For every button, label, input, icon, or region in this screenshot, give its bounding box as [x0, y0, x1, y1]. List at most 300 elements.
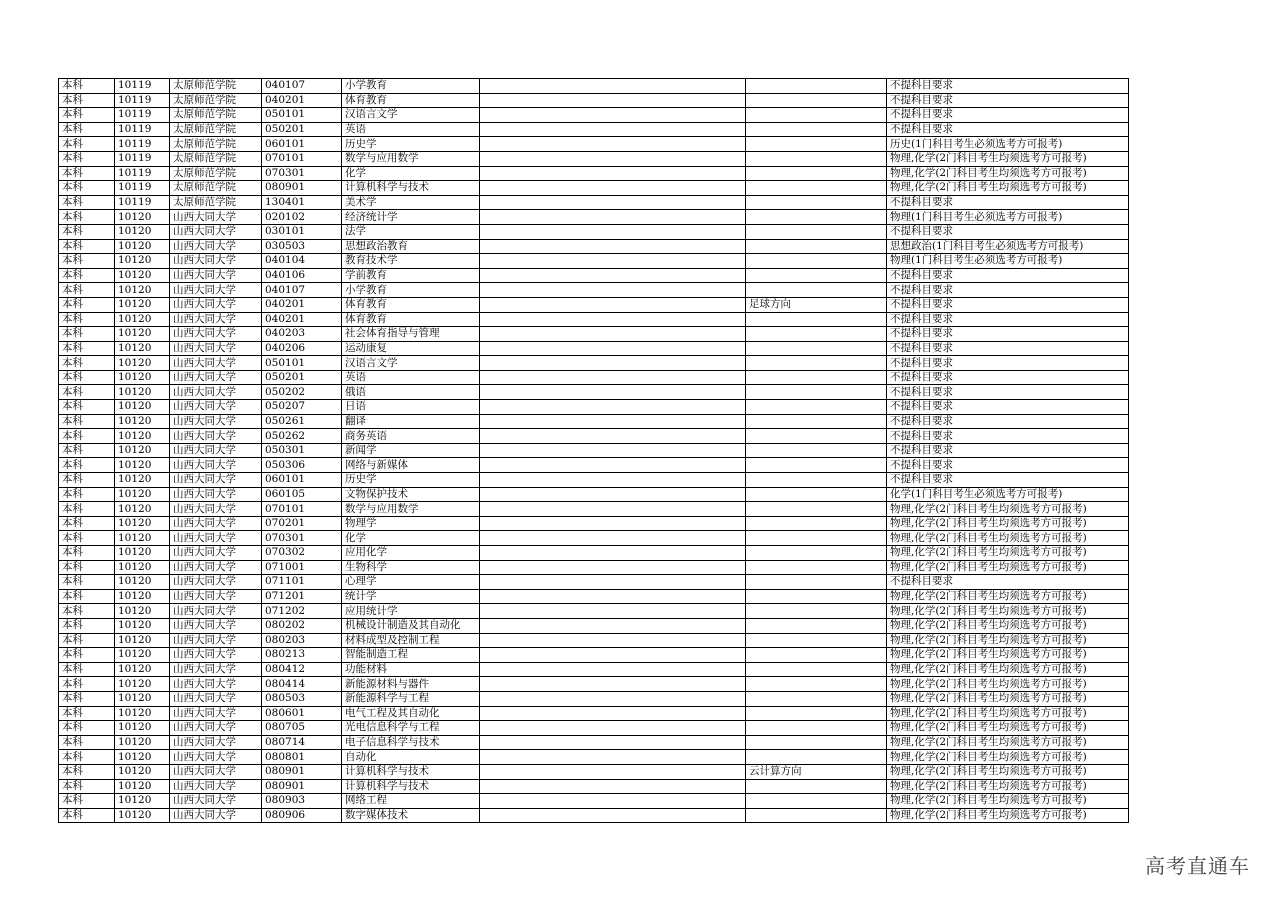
requirement-cell: 物理,化学(2门科目考生均须选考方可报考)	[887, 648, 1129, 663]
direction-cell	[746, 589, 887, 604]
requirement-cell: 不提科目要求	[887, 400, 1129, 415]
remark-cell	[480, 764, 746, 779]
direction-cell	[746, 706, 887, 721]
direction-cell	[746, 575, 887, 590]
level-cell: 本科	[59, 764, 115, 779]
remark-cell	[480, 779, 746, 794]
major-code-cell: 050207	[262, 400, 342, 415]
table-row	[59, 487, 1129, 502]
major-name-cell: 体育教育	[342, 93, 480, 108]
requirement-cell: 物理,化学(2门科目考生均须选考方可报考)	[887, 706, 1129, 721]
major-name-cell: 机械设计制造及其自动化	[342, 618, 480, 633]
table-row	[59, 79, 1129, 94]
remark-cell	[480, 166, 746, 181]
school-name-cell: 山西大同大学	[170, 604, 262, 619]
direction-cell	[746, 283, 887, 298]
direction-cell	[746, 210, 887, 225]
direction-cell	[746, 239, 887, 254]
remark-cell	[480, 808, 746, 823]
school-name-cell: 山西大同大学	[170, 735, 262, 750]
school-name-cell: 山西大同大学	[170, 341, 262, 356]
level-cell: 本科	[59, 735, 115, 750]
level-cell: 本科	[59, 151, 115, 166]
major-code-cell: 050301	[262, 443, 342, 458]
level-cell: 本科	[59, 750, 115, 765]
requirement-cell: 物理,化学(2门科目考生均须选考方可报考)	[887, 502, 1129, 517]
level-cell: 本科	[59, 560, 115, 575]
level-cell: 本科	[59, 618, 115, 633]
direction-cell	[746, 166, 887, 181]
major-code-cell: 080202	[262, 618, 342, 633]
major-name-cell: 智能制造工程	[342, 648, 480, 663]
major-code-cell: 060101	[262, 473, 342, 488]
remark-cell	[480, 560, 746, 575]
school-code-cell: 10120	[115, 662, 170, 677]
level-cell: 本科	[59, 210, 115, 225]
direction-cell	[746, 808, 887, 823]
level-cell: 本科	[59, 195, 115, 210]
remark-cell	[480, 677, 746, 692]
remark-cell	[480, 93, 746, 108]
requirement-cell: 不提科目要求	[887, 370, 1129, 385]
table-row	[59, 108, 1129, 123]
remark-cell	[480, 516, 746, 531]
school-name-cell: 山西大同大学	[170, 239, 262, 254]
major-code-cell: 050202	[262, 385, 342, 400]
remark-cell	[480, 122, 746, 137]
requirement-cell: 物理,化学(2门科目考生均须选考方可报考)	[887, 166, 1129, 181]
level-cell: 本科	[59, 429, 115, 444]
school-code-cell: 10120	[115, 531, 170, 546]
requirement-cell: 物理,化学(2门科目考生均须选考方可报考)	[887, 531, 1129, 546]
table-row	[59, 808, 1129, 823]
level-cell: 本科	[59, 79, 115, 94]
major-code-cell: 050201	[262, 122, 342, 137]
school-code-cell: 10120	[115, 341, 170, 356]
table-row	[59, 137, 1129, 152]
level-cell: 本科	[59, 108, 115, 123]
remark-cell	[480, 721, 746, 736]
school-name-cell: 太原师范学院	[170, 122, 262, 137]
school-code-cell: 10120	[115, 677, 170, 692]
major-name-cell: 历史学	[342, 473, 480, 488]
school-code-cell: 10120	[115, 473, 170, 488]
major-code-cell: 040203	[262, 327, 342, 342]
requirement-cell: 思想政治(1门科目考生必须选考方可报考)	[887, 239, 1129, 254]
level-cell: 本科	[59, 224, 115, 239]
level-cell: 本科	[59, 502, 115, 517]
direction-cell	[746, 443, 887, 458]
major-code-cell: 080503	[262, 691, 342, 706]
level-cell: 本科	[59, 385, 115, 400]
school-code-cell: 10119	[115, 122, 170, 137]
school-code-cell: 10120	[115, 458, 170, 473]
level-cell: 本科	[59, 779, 115, 794]
direction-cell	[746, 560, 887, 575]
school-name-cell: 太原师范学院	[170, 108, 262, 123]
school-code-cell: 10120	[115, 575, 170, 590]
remark-cell	[480, 400, 746, 415]
remark-cell	[480, 604, 746, 619]
level-cell: 本科	[59, 370, 115, 385]
level-cell: 本科	[59, 458, 115, 473]
requirement-cell: 不提科目要求	[887, 414, 1129, 429]
major-name-cell: 历史学	[342, 137, 480, 152]
table-row	[59, 691, 1129, 706]
level-cell: 本科	[59, 808, 115, 823]
requirement-cell: 物理,化学(2门科目考生均须选考方可报考)	[887, 794, 1129, 809]
requirement-cell: 物理,化学(2门科目考生均须选考方可报考)	[887, 604, 1129, 619]
requirement-cell: 物理(1门科目考生必须选考方可报考)	[887, 210, 1129, 225]
major-code-cell: 040106	[262, 268, 342, 283]
direction-cell	[746, 268, 887, 283]
major-code-cell: 050306	[262, 458, 342, 473]
major-code-cell: 040201	[262, 93, 342, 108]
remark-cell	[480, 312, 746, 327]
major-name-cell: 法学	[342, 224, 480, 239]
level-cell: 本科	[59, 239, 115, 254]
level-cell: 本科	[59, 706, 115, 721]
direction-cell	[746, 473, 887, 488]
school-code-cell: 10120	[115, 210, 170, 225]
school-name-cell: 山西大同大学	[170, 779, 262, 794]
major-name-cell: 商务英语	[342, 429, 480, 444]
major-name-cell: 材料成型及控制工程	[342, 633, 480, 648]
requirement-cell: 物理,化学(2门科目考生均须选考方可报考)	[887, 589, 1129, 604]
table-row	[59, 370, 1129, 385]
level-cell: 本科	[59, 137, 115, 152]
table-row	[59, 618, 1129, 633]
remark-cell	[480, 356, 746, 371]
remark-cell	[480, 443, 746, 458]
remark-cell	[480, 137, 746, 152]
requirement-cell: 不提科目要求	[887, 195, 1129, 210]
major-name-cell: 物理学	[342, 516, 480, 531]
school-name-cell: 山西大同大学	[170, 473, 262, 488]
school-name-cell: 山西大同大学	[170, 210, 262, 225]
major-code-cell: 080705	[262, 721, 342, 736]
school-name-cell: 山西大同大学	[170, 662, 262, 677]
school-code-cell: 10120	[115, 648, 170, 663]
table-row	[59, 604, 1129, 619]
direction-cell	[746, 779, 887, 794]
table-row	[59, 546, 1129, 561]
requirement-cell: 物理,化学(2门科目考生均须选考方可报考)	[887, 677, 1129, 692]
school-name-cell: 太原师范学院	[170, 137, 262, 152]
major-code-cell: 080414	[262, 677, 342, 692]
remark-cell	[480, 473, 746, 488]
table-row	[59, 268, 1129, 283]
school-code-cell: 10120	[115, 224, 170, 239]
major-code-cell: 050201	[262, 370, 342, 385]
school-code-cell: 10120	[115, 297, 170, 312]
table-row	[59, 283, 1129, 298]
level-cell: 本科	[59, 691, 115, 706]
major-name-cell: 电气工程及其自动化	[342, 706, 480, 721]
major-code-cell: 080213	[262, 648, 342, 663]
school-name-cell: 山西大同大学	[170, 297, 262, 312]
major-code-cell: 080903	[262, 794, 342, 809]
school-code-cell: 10120	[115, 633, 170, 648]
direction-cell	[746, 312, 887, 327]
school-name-cell: 山西大同大学	[170, 691, 262, 706]
remark-cell	[480, 268, 746, 283]
major-code-cell: 040201	[262, 312, 342, 327]
requirement-cell: 不提科目要求	[887, 327, 1129, 342]
major-name-cell: 英语	[342, 370, 480, 385]
table-row	[59, 473, 1129, 488]
remark-cell	[480, 414, 746, 429]
remark-cell	[480, 210, 746, 225]
remark-cell	[480, 239, 746, 254]
table-row	[59, 224, 1129, 239]
major-name-cell: 俄语	[342, 385, 480, 400]
requirement-cell: 物理,化学(2门科目考生均须选考方可报考)	[887, 735, 1129, 750]
requirement-cell: 物理,化学(2门科目考生均须选考方可报考)	[887, 808, 1129, 823]
subject-requirements-table	[58, 78, 1129, 823]
school-code-cell: 10120	[115, 370, 170, 385]
school-name-cell: 山西大同大学	[170, 327, 262, 342]
remark-cell	[480, 195, 746, 210]
school-code-cell: 10119	[115, 181, 170, 196]
table-row	[59, 210, 1129, 225]
major-code-cell: 080901	[262, 181, 342, 196]
major-code-cell: 071201	[262, 589, 342, 604]
school-name-cell: 山西大同大学	[170, 254, 262, 269]
level-cell: 本科	[59, 414, 115, 429]
major-name-cell: 小学教育	[342, 283, 480, 298]
remark-cell	[480, 79, 746, 94]
school-name-cell: 山西大同大学	[170, 575, 262, 590]
school-name-cell: 山西大同大学	[170, 560, 262, 575]
direction-cell	[746, 794, 887, 809]
school-code-cell: 10119	[115, 151, 170, 166]
remark-cell	[480, 502, 746, 517]
remark-cell	[480, 458, 746, 473]
table-row	[59, 677, 1129, 692]
remark-cell	[480, 297, 746, 312]
table-row	[59, 195, 1129, 210]
school-code-cell: 10120	[115, 443, 170, 458]
major-name-cell: 新能源材料与器件	[342, 677, 480, 692]
remark-cell	[480, 224, 746, 239]
major-code-cell: 071001	[262, 560, 342, 575]
school-name-cell: 太原师范学院	[170, 166, 262, 181]
requirement-cell: 不提科目要求	[887, 443, 1129, 458]
requirement-cell: 不提科目要求	[887, 79, 1129, 94]
direction-cell	[746, 400, 887, 415]
table-row	[59, 239, 1129, 254]
school-code-cell: 10120	[115, 546, 170, 561]
remark-cell	[480, 370, 746, 385]
major-name-cell: 功能材料	[342, 662, 480, 677]
table-row	[59, 297, 1129, 312]
major-name-cell: 应用统计学	[342, 604, 480, 619]
requirement-cell: 物理,化学(2门科目考生均须选考方可报考)	[887, 618, 1129, 633]
requirement-cell: 不提科目要求	[887, 473, 1129, 488]
major-name-cell: 化学	[342, 531, 480, 546]
remark-cell	[480, 633, 746, 648]
major-name-cell: 统计学	[342, 589, 480, 604]
school-code-cell: 10119	[115, 137, 170, 152]
direction-cell	[746, 370, 887, 385]
school-name-cell: 山西大同大学	[170, 531, 262, 546]
school-code-cell: 10120	[115, 618, 170, 633]
major-name-cell: 光电信息科学与工程	[342, 721, 480, 736]
direction-cell	[746, 385, 887, 400]
requirement-cell: 历史(1门科目考生必须选考方可报考)	[887, 137, 1129, 152]
major-code-cell: 050262	[262, 429, 342, 444]
major-name-cell: 汉语言文学	[342, 356, 480, 371]
school-name-cell: 山西大同大学	[170, 283, 262, 298]
remark-cell	[480, 706, 746, 721]
table-row	[59, 764, 1129, 779]
remark-cell	[480, 181, 746, 196]
table-row	[59, 414, 1129, 429]
major-code-cell: 080901	[262, 764, 342, 779]
school-code-cell: 10120	[115, 604, 170, 619]
table-row	[59, 385, 1129, 400]
school-name-cell: 山西大同大学	[170, 370, 262, 385]
major-name-cell: 小学教育	[342, 79, 480, 94]
school-name-cell: 山西大同大学	[170, 268, 262, 283]
table-row	[59, 706, 1129, 721]
major-code-cell: 080801	[262, 750, 342, 765]
school-name-cell: 山西大同大学	[170, 618, 262, 633]
level-cell: 本科	[59, 341, 115, 356]
major-code-cell: 030101	[262, 224, 342, 239]
table-row	[59, 648, 1129, 663]
direction-cell	[746, 458, 887, 473]
major-name-cell: 计算机科学与技术	[342, 764, 480, 779]
remark-cell	[480, 283, 746, 298]
major-name-cell: 新能源科学与工程	[342, 691, 480, 706]
major-code-cell: 080906	[262, 808, 342, 823]
school-name-cell: 山西大同大学	[170, 458, 262, 473]
school-name-cell: 山西大同大学	[170, 706, 262, 721]
table-row	[59, 735, 1129, 750]
table-row	[59, 356, 1129, 371]
school-name-cell: 山西大同大学	[170, 750, 262, 765]
major-name-cell: 经济统计学	[342, 210, 480, 225]
school-name-cell: 山西大同大学	[170, 414, 262, 429]
table-row	[59, 721, 1129, 736]
school-name-cell: 太原师范学院	[170, 195, 262, 210]
school-code-cell: 10119	[115, 166, 170, 181]
major-name-cell: 体育教育	[342, 297, 480, 312]
direction-cell	[746, 648, 887, 663]
school-code-cell: 10120	[115, 706, 170, 721]
major-code-cell: 071101	[262, 575, 342, 590]
table-row	[59, 531, 1129, 546]
level-cell: 本科	[59, 633, 115, 648]
remark-cell	[480, 254, 746, 269]
school-code-cell: 10119	[115, 79, 170, 94]
direction-cell	[746, 721, 887, 736]
table-row	[59, 443, 1129, 458]
major-code-cell: 080412	[262, 662, 342, 677]
school-code-cell: 10120	[115, 750, 170, 765]
school-name-cell: 山西大同大学	[170, 808, 262, 823]
level-cell: 本科	[59, 254, 115, 269]
school-name-cell: 太原师范学院	[170, 181, 262, 196]
table-row	[59, 327, 1129, 342]
direction-cell	[746, 108, 887, 123]
direction-cell	[746, 618, 887, 633]
school-code-cell: 10120	[115, 516, 170, 531]
school-name-cell: 山西大同大学	[170, 589, 262, 604]
table-row	[59, 312, 1129, 327]
major-code-cell: 070201	[262, 516, 342, 531]
major-name-cell: 数字媒体技术	[342, 808, 480, 823]
requirement-cell: 不提科目要求	[887, 93, 1129, 108]
remark-cell	[480, 429, 746, 444]
major-name-cell: 体育教育	[342, 312, 480, 327]
major-code-cell: 080203	[262, 633, 342, 648]
direction-cell	[746, 341, 887, 356]
school-name-cell: 山西大同大学	[170, 443, 262, 458]
school-name-cell: 太原师范学院	[170, 93, 262, 108]
direction-cell	[746, 79, 887, 94]
direction-cell	[746, 327, 887, 342]
direction-cell	[746, 151, 887, 166]
remark-cell	[480, 487, 746, 502]
requirement-cell: 物理(1门科目考生必须选考方可报考)	[887, 254, 1129, 269]
major-code-cell: 070301	[262, 166, 342, 181]
level-cell: 本科	[59, 546, 115, 561]
direction-cell	[746, 662, 887, 677]
school-name-cell: 太原师范学院	[170, 151, 262, 166]
remark-cell	[480, 589, 746, 604]
level-cell: 本科	[59, 516, 115, 531]
direction-cell: 足球方向	[746, 297, 887, 312]
major-code-cell: 130401	[262, 195, 342, 210]
level-cell: 本科	[59, 487, 115, 502]
requirement-cell: 不提科目要求	[887, 356, 1129, 371]
level-cell: 本科	[59, 356, 115, 371]
major-name-cell: 数学与应用数学	[342, 502, 480, 517]
level-cell: 本科	[59, 327, 115, 342]
school-code-cell: 10119	[115, 195, 170, 210]
requirement-cell: 不提科目要求	[887, 108, 1129, 123]
level-cell: 本科	[59, 400, 115, 415]
level-cell: 本科	[59, 312, 115, 327]
school-name-cell: 山西大同大学	[170, 546, 262, 561]
major-name-cell: 日语	[342, 400, 480, 415]
direction-cell	[746, 604, 887, 619]
direction-cell	[746, 750, 887, 765]
requirement-cell: 物理,化学(2门科目考生均须选考方可报考)	[887, 633, 1129, 648]
table-body	[59, 79, 1129, 823]
table-row	[59, 779, 1129, 794]
school-code-cell: 10120	[115, 794, 170, 809]
direction-cell	[746, 487, 887, 502]
school-code-cell: 10120	[115, 779, 170, 794]
table-row	[59, 750, 1129, 765]
school-code-cell: 10120	[115, 764, 170, 779]
major-name-cell: 化学	[342, 166, 480, 181]
school-name-cell: 山西大同大学	[170, 224, 262, 239]
table-row	[59, 93, 1129, 108]
major-name-cell: 电子信息科学与技术	[342, 735, 480, 750]
remark-cell	[480, 385, 746, 400]
direction-cell	[746, 224, 887, 239]
remark-cell	[480, 618, 746, 633]
school-name-cell: 山西大同大学	[170, 400, 262, 415]
school-code-cell: 10120	[115, 312, 170, 327]
school-code-cell: 10120	[115, 254, 170, 269]
remark-cell	[480, 546, 746, 561]
